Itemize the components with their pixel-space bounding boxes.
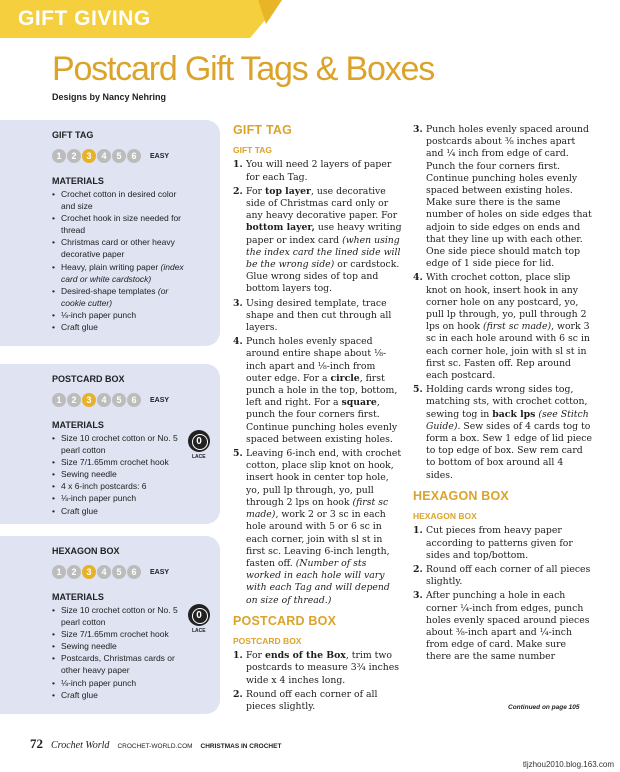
skill-level-label: EASY bbox=[150, 396, 170, 404]
subheading-postcard-box: POSTCARD BOX bbox=[233, 635, 302, 646]
material-item: • Craft glue bbox=[52, 505, 187, 517]
skill-level-4-icon: 4 bbox=[97, 149, 111, 163]
box-heading: POSTCARD BOX bbox=[52, 374, 125, 384]
instruction-step: 2. Round off each corner of all pieces slightly. bbox=[413, 563, 591, 588]
instruction-step: 4. Punch holes evenly spaced around entire shape about ⅛-inch apart and ⅛-inch from outer edge. For a circle, first punch a hole in the top, bottom, left and right. For a square, punch the four corners first. Continue punching holes evenly spaced between existing holes. bbox=[233, 336, 398, 445]
materials-heading: MATERIALS bbox=[52, 592, 104, 602]
skill-level-1-icon: 1 bbox=[52, 565, 66, 579]
material-item: • Heavy, plain writing paper (index card or white cardstock) bbox=[52, 261, 187, 285]
instruction-step: 5. Leaving 6-inch end, with crochet cotton, place slip knot on hook, insert hook in center top hole, yo, pull lp through, yo, pull through 2 lps on hook (first sc made), work 2 or 3 sc in each hole around with 5 or 6 sc in each corner, join with sl st in first sc. Leaving 6-inch length, fasten off. (Number of sts worked in each hole will vary with each Tag and will depend on size of thread.) bbox=[233, 448, 402, 606]
yarn-weight-label: LACE bbox=[192, 628, 206, 634]
skill-level-3-icon: 3 bbox=[82, 149, 96, 163]
website-link[interactable]: CROCHET-WORLD.COM bbox=[117, 743, 193, 750]
instructions-column-2 bbox=[233, 124, 403, 715]
instruction-step: 3. After punching a hole in each corner ¼-inch from edges, punch holes evenly spaced around pieces about ⅜-inch apart and ¼-inch from edge of card. Make sure there are the same number bbox=[413, 590, 590, 663]
skill-level-3-icon: 3 bbox=[82, 565, 96, 579]
material-item: • Craft glue bbox=[52, 689, 187, 701]
material-item: • Christmas card or other heavy decorative paper bbox=[52, 236, 187, 260]
skill-level-3-icon: 3 bbox=[82, 393, 96, 407]
skill-level-1-icon: 1 bbox=[52, 149, 66, 163]
skill-level-5-icon: 5 bbox=[112, 565, 126, 579]
skill-level-6-icon: 6 bbox=[127, 393, 141, 407]
material-item: • Desired-shape templates (or cookie cutter) bbox=[52, 285, 187, 309]
instruction-step: 3. Punch holes evenly spaced around postcards about ⅜ inches apart and ¼ inch from edge of card. Punch the four corners first. Continue punching holes evenly spaced between existing holes. Make sure there is the same number of holes on side edges that adjoin to side edges on ends and that they line up with each other. One side piece should match top edge of 1 side piece for lid. bbox=[413, 124, 592, 270]
skill-level-label: EASY bbox=[150, 568, 170, 576]
box-heading: HEXAGON BOX bbox=[52, 546, 120, 556]
instruction-step: 2. Round off each corner of all pieces slightly. bbox=[233, 688, 378, 712]
continued-note: Continued on page 105 bbox=[508, 704, 580, 711]
skill-level-2-icon: 2 bbox=[67, 565, 81, 579]
material-item: • ⅛-inch paper punch bbox=[52, 677, 187, 689]
skill-level-2-icon: 2 bbox=[67, 149, 81, 163]
banner-title: GIFT GIVING bbox=[18, 7, 151, 30]
yarn-weight-icon: 0 bbox=[188, 430, 210, 452]
materials-heading: MATERIALS bbox=[52, 176, 104, 186]
instruction-step: 1. For ends of the Box, trim two postcards to measure 3¾ inches wide x 4 inches long. bbox=[233, 650, 400, 686]
instruction-step: 1. You will need 2 layers of paper for each Tag. bbox=[233, 159, 392, 183]
material-item: • Size 7/1.65mm crochet hook bbox=[52, 628, 187, 640]
instruction-step: 3. Using desired template, trace shape and then cut through all layers. bbox=[233, 297, 392, 334]
section-heading-gift-tag: GIFT TAG bbox=[233, 123, 292, 137]
box-heading: GIFT TAG bbox=[52, 130, 94, 140]
subheading-hexagon-box: HEXAGON BOX bbox=[413, 511, 477, 522]
material-item: • Crochet hook in size needed for thread bbox=[52, 212, 187, 236]
skill-level-6-icon: 6 bbox=[127, 565, 141, 579]
instruction-step: 5. Holding cards wrong sides tog, matching sts, with crochet cotton, sewing tog in back lps (see Stitch Guide). Sew sides of 4 cards tog to form a box. Sew 1 edge of lid piece to top edge of box. Sew rem card to bottom of box around all 4 sides. bbox=[413, 384, 592, 481]
magazine-name: Crochet World bbox=[51, 740, 110, 751]
skill-level-5-icon: 5 bbox=[112, 149, 126, 163]
material-item: • Craft glue bbox=[52, 321, 187, 333]
page-title: Postcard Gift Tags & Boxes bbox=[52, 50, 435, 88]
skill-level-6-icon: 6 bbox=[127, 149, 141, 163]
skill-level-5-icon: 5 bbox=[112, 393, 126, 407]
material-item: • Size 10 crochet cotton or No. 5 pearl cotton bbox=[52, 432, 187, 456]
section-name: CHRISTMAS IN CROCHET bbox=[200, 743, 282, 750]
page-number: 72 bbox=[30, 736, 43, 751]
postcard-box-materials-box bbox=[0, 364, 220, 524]
instructions-column-3 bbox=[413, 124, 593, 666]
page-footer bbox=[30, 736, 281, 752]
material-item: • Crochet cotton in desired color and size bbox=[52, 188, 187, 212]
hexagon-box-materials-box bbox=[0, 536, 220, 714]
skill-level-label: EASY bbox=[150, 152, 170, 160]
materials-heading: MATERIALS bbox=[52, 420, 104, 430]
instruction-step: 2. For top layer, use decorative side of Christmas card only or any heavy decorative paper. For bottom layer, use heavy writing paper or index card (when using the index card the lined side will be the wrong side) or cardstock. Glue wrong sides of top and bottom layers tog. bbox=[233, 185, 402, 295]
skill-level-1-icon: 1 bbox=[52, 393, 66, 407]
material-item: • ⅛-inch paper punch bbox=[52, 309, 187, 321]
material-item: • Postcards, Christmas cards or other heavy paper bbox=[52, 652, 187, 676]
material-item: • Size 10 crochet cotton or No. 5 pearl cotton bbox=[52, 604, 187, 628]
skill-level-4-icon: 4 bbox=[97, 565, 111, 579]
gift-tag-materials-box bbox=[0, 120, 220, 346]
material-item: • 4 x 6-inch postcards: 6 bbox=[52, 480, 187, 492]
material-item: • Size 7/1.65mm crochet hook bbox=[52, 456, 187, 468]
material-item: • Sewing needle bbox=[52, 640, 187, 652]
yarn-weight-label: LACE bbox=[192, 454, 206, 460]
byline: Designs by Nancy Nehring bbox=[52, 92, 167, 102]
subheading-gift-tag: GIFT TAG bbox=[233, 145, 273, 156]
watermark: tljzhou2010.blog.163.com bbox=[522, 760, 614, 769]
instruction-step: 4. With crochet cotton, place slip knot on hook, insert hook in any corner hole on any postcard, yo, pull lp through, yo, pull through 2 lps on hook (first sc made), work 3 sc in each hole around with 6 sc in each corner hole, join with sl st in first sc. Fasten off. Rep around each postcard. bbox=[413, 272, 590, 382]
section-heading-hexagon-box: HEXAGON BOX bbox=[413, 488, 509, 503]
section-banner bbox=[0, 0, 282, 38]
yarn-weight-icon: 0 bbox=[188, 604, 210, 626]
material-item: • ⅛-inch paper punch bbox=[52, 492, 187, 504]
skill-level-4-icon: 4 bbox=[97, 393, 111, 407]
skill-level bbox=[52, 392, 212, 408]
material-item: • Sewing needle bbox=[52, 468, 187, 480]
section-heading-postcard-box: POSTCARD BOX bbox=[233, 613, 337, 628]
skill-level-2-icon: 2 bbox=[67, 393, 81, 407]
skill-level bbox=[52, 564, 212, 580]
instruction-step: 1. Cut pieces from heavy paper according to patterns given for sides and top/bottom. bbox=[413, 525, 573, 561]
skill-level bbox=[52, 148, 212, 164]
